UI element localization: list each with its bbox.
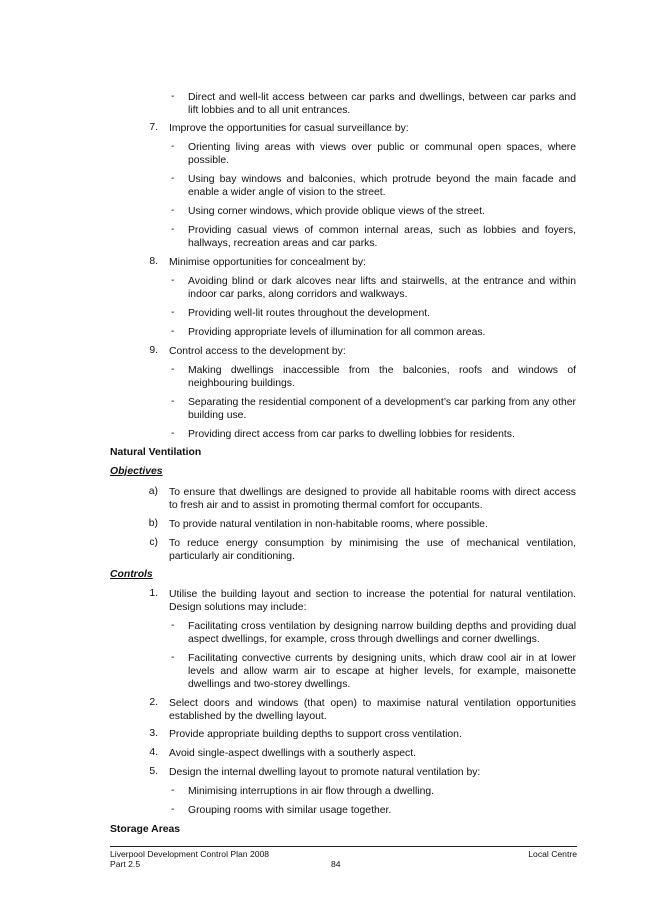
list-number: 8. <box>149 256 158 267</box>
control-number: 2. <box>149 697 158 708</box>
bullet-text: Providing casual views of common internal areas, such as lobbies and foyers, hallways, recreation areas and car parks. <box>188 225 576 249</box>
footer-part: Part 2.5 <box>110 859 141 869</box>
control-number: 1. <box>149 588 158 599</box>
bullet-text: Avoiding blind or dark alcoves near lifts and stairwells, at the entrance and within indoor car parks, along corridors and walkways. <box>188 276 576 300</box>
objective-label: b) <box>148 518 158 529</box>
control-text: Provide appropriate building depths to support cross ventilation. <box>169 729 462 740</box>
list-number: 7. <box>149 122 158 133</box>
control-text: Avoid single-aspect dwellings with a southerly aspect. <box>169 748 417 759</box>
list-item-text: Minimise opportunities for concealment by: <box>169 257 366 268</box>
bullet-dash: - <box>171 141 175 152</box>
bullet-dash: - <box>171 224 175 235</box>
objectives-heading: Objectives <box>110 466 163 477</box>
objective-label: c) <box>149 537 158 548</box>
bullet-dash: - <box>171 275 175 286</box>
bullet-dash: - <box>171 91 175 102</box>
list-item-text: Control access to the development by: <box>169 346 346 357</box>
objective-text: To ensure that dwellings are designed to provide all habitable rooms with direct access to fresh air and to assist in promoting thermal comfort for occupants. <box>169 487 576 511</box>
footer-page-number: 84 <box>331 859 341 869</box>
bullet-text: Facilitating cross ventilation by designing narrow building depths and providing dual aspect dwellings, for example, cross through dwellings and corner dwellings. <box>188 621 576 645</box>
controls-heading: Controls <box>110 569 153 580</box>
bullet-text: Grouping rooms with similar usage together. <box>188 805 392 816</box>
control-number: 5. <box>149 766 158 777</box>
bullet-dash: - <box>171 364 175 375</box>
list-item-text: Improve the opportunities for casual surveillance by: <box>169 123 409 134</box>
section-heading: Natural Ventilation <box>110 447 202 458</box>
bullet-dash: - <box>171 785 175 796</box>
bullet-text: Direct and well-lit access between car parks and dwellings, between car parks and lift lobbies and to all unit entrances. <box>188 92 576 116</box>
control-text: Select doors and windows (that open) to maximise natural ventilation opportunities established by the dwelling layout. <box>169 698 576 722</box>
bullet-text: Providing well-lit routes throughout the development. <box>188 308 431 319</box>
bullet-text: Providing appropriate levels of illumination for all common areas. <box>188 327 486 338</box>
footer-document-title: Liverpool Development Control Plan 2008 <box>110 849 270 859</box>
bullet-dash: - <box>171 396 175 407</box>
bullet-text: Using corner windows, which provide oblique views of the street. <box>188 206 485 217</box>
control-text: Utilise the building layout and section to increase the potential for natural ventilation. Design solutions may include: <box>169 589 576 613</box>
bullet-dash: - <box>171 652 175 663</box>
footer-zone: Local Centre <box>528 849 577 859</box>
objective-text: To reduce energy consumption by minimising the use of mechanical ventilation, particularly air conditioning. <box>169 538 576 562</box>
bullet-dash: - <box>171 428 175 439</box>
footer-divider <box>110 846 577 847</box>
next-section-heading: Storage Areas <box>110 824 181 835</box>
control-number: 4. <box>149 747 158 758</box>
objective-text: To provide natural ventilation in non-habitable rooms, where possible. <box>169 519 488 530</box>
bullet-text: Making dwellings inaccessible from the balconies, roofs and windows of neighbouring buildings. <box>188 365 576 389</box>
bullet-text: Using bay windows and balconies, which protrude beyond the main facade and enable a wider angle of vision to the street. <box>188 174 576 198</box>
bullet-dash: - <box>171 307 175 318</box>
control-number: 3. <box>149 728 158 739</box>
bullet-text: Separating the residential component of a development’s car parking from any other building use. <box>188 397 576 421</box>
bullet-dash: - <box>171 620 175 631</box>
bullet-text: Orienting living areas with views over public or communal open spaces, where possible. <box>188 142 576 166</box>
bullet-dash: - <box>171 326 175 337</box>
objective-label: a) <box>148 486 158 497</box>
bullet-text: Facilitating convective currents by designing units, which draw cool air in at lower levels and allow warm air to escape at higher levels, for example, maisonette dwellings and two-storey dwellings. <box>188 653 576 690</box>
bullet-text: Providing direct access from car parks to dwelling lobbies for residents. <box>188 429 515 440</box>
control-text: Design the internal dwelling layout to promote natural ventilation by: <box>169 767 481 778</box>
list-number: 9. <box>149 345 158 356</box>
bullet-dash: - <box>171 173 175 184</box>
bullet-text: Minimising interruptions in air flow through a dwelling. <box>188 786 435 797</box>
bullet-dash: - <box>171 804 175 815</box>
bullet-dash: - <box>171 205 175 216</box>
